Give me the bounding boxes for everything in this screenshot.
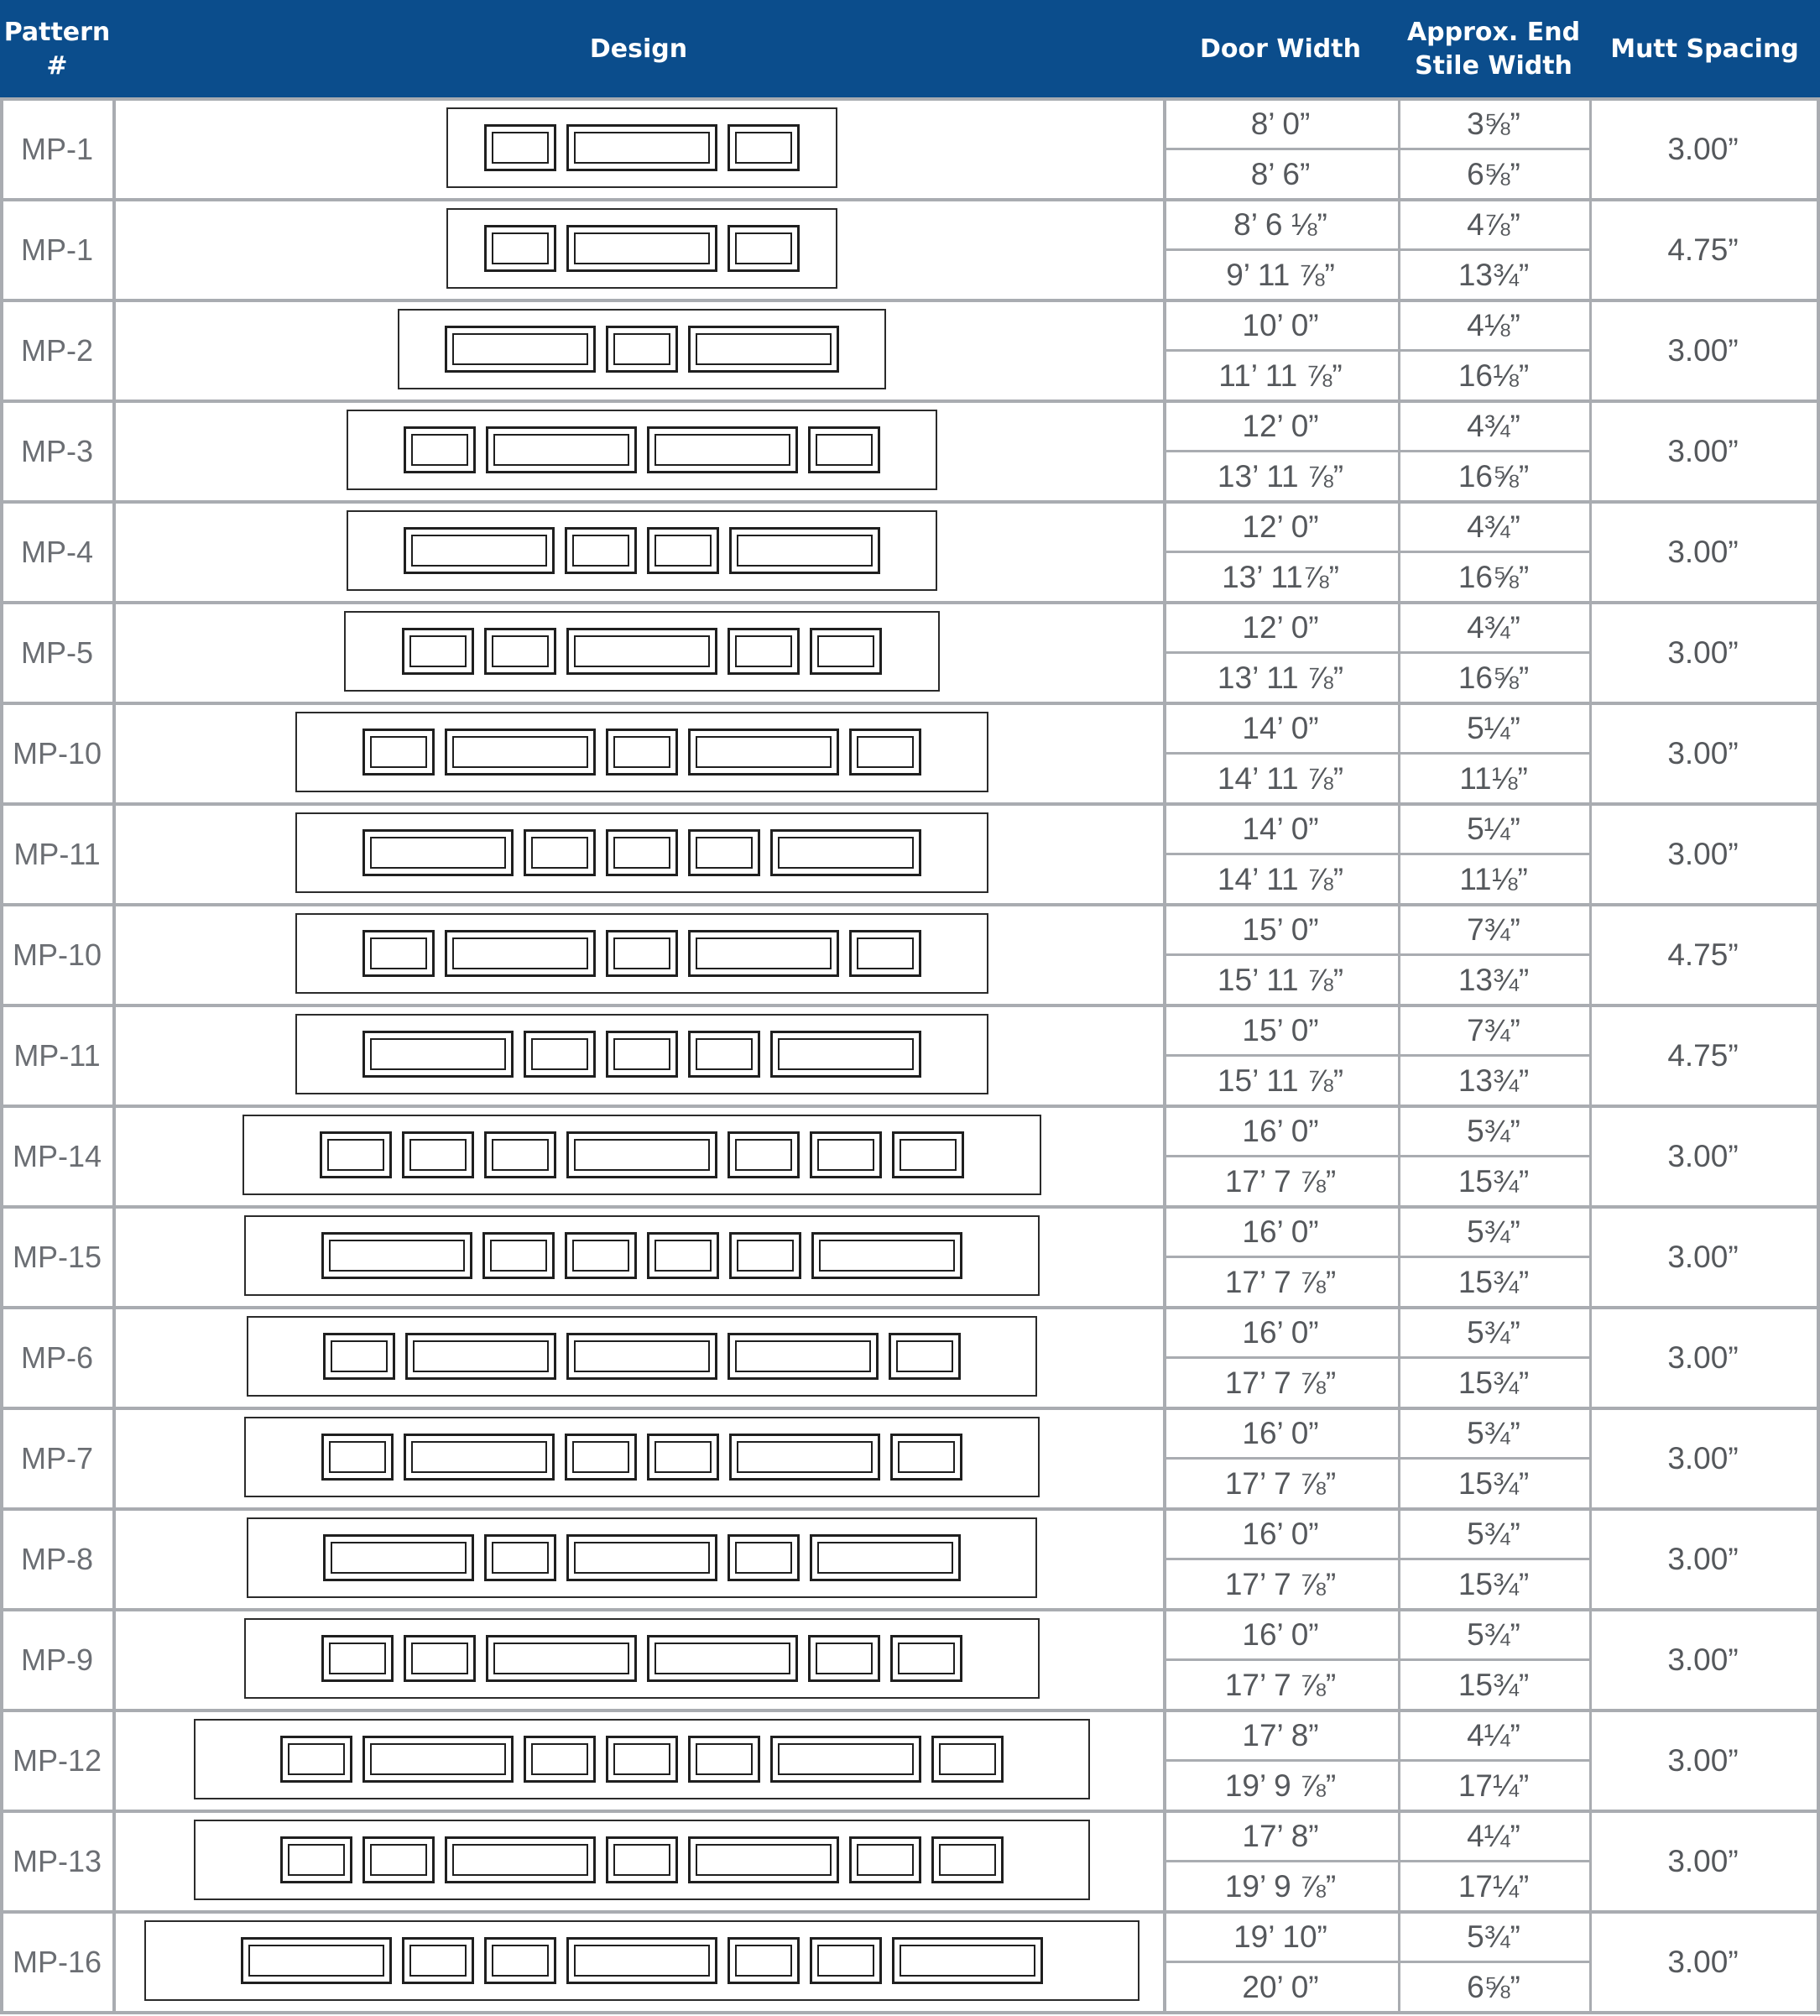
window-long-panel	[688, 930, 839, 977]
window-short-panel	[402, 628, 474, 675]
mutt-spacing-value: 3.00”	[1667, 1945, 1739, 1979]
mutt-spacing-value: 4.75”	[1667, 1038, 1739, 1073]
window-short-panel	[524, 1031, 596, 1078]
window-long-panel	[566, 124, 717, 171]
window-short-panel	[524, 1736, 596, 1783]
pattern-number: MP-1	[20, 132, 93, 166]
window-long-panel	[647, 1635, 798, 1682]
stile-width-value: 4⅛”	[1467, 308, 1520, 342]
door-width-value: 17’ 7 ⅞”	[1224, 1366, 1337, 1400]
window-long-panel	[727, 1333, 879, 1380]
door-width-value: 12’ 0”	[1242, 409, 1319, 443]
header-stile-width	[1398, 0, 1589, 99]
door-width-value: 17’ 7 ⅞”	[1224, 1164, 1337, 1199]
door-width-value: 8’ 0”	[1250, 107, 1311, 141]
stile-width-value: 7¾”	[1467, 912, 1520, 947]
window-short-panel	[808, 426, 880, 473]
stile-width-value: 15¾”	[1458, 1164, 1530, 1199]
pattern-number: MP-1	[20, 232, 93, 267]
door-width-value: 17’ 8”	[1242, 1819, 1319, 1853]
stile-width-value: 5¾”	[1467, 1214, 1520, 1249]
window-long-panel	[770, 1736, 921, 1783]
window-short-panel	[810, 628, 882, 675]
window-short-panel	[849, 1836, 921, 1883]
window-long-panel	[362, 1031, 514, 1078]
window-long-panel	[566, 1534, 717, 1581]
door-width-value: 19’ 9 ⅞”	[1224, 1869, 1337, 1904]
door-design	[242, 1115, 1041, 1195]
window-short-panel	[565, 1232, 637, 1279]
stile-width-value: 13¾”	[1458, 258, 1530, 292]
pattern-number: MP-15	[12, 1240, 102, 1274]
door-width-value: 13’ 11 ⅞”	[1217, 459, 1344, 494]
window-long-panel	[241, 1937, 392, 1984]
door-width-value: 14’ 11 ⅞”	[1217, 862, 1344, 896]
stile-width-value: 15¾”	[1458, 1668, 1530, 1702]
header-design: Design	[589, 34, 688, 64]
window-short-panel	[727, 1937, 800, 1984]
door-design	[244, 1417, 1040, 1497]
door-width-value: 15’ 0”	[1242, 1013, 1319, 1047]
stile-width-value: 11⅛”	[1459, 761, 1528, 796]
window-long-panel	[647, 426, 798, 473]
window-short-panel	[320, 1131, 392, 1178]
stile-width-value: 3⅝”	[1467, 107, 1520, 141]
stile-width-value: 6⅝”	[1467, 157, 1520, 191]
stile-width-value: 16⅝”	[1458, 459, 1530, 494]
stile-width-value: 15¾”	[1458, 1366, 1530, 1400]
window-short-panel	[362, 1836, 435, 1883]
window-short-panel	[931, 1836, 1004, 1883]
stile-width-value: 4⅞”	[1467, 207, 1520, 242]
stile-width-value: 15¾”	[1458, 1265, 1530, 1299]
door-width-value: 16’ 0”	[1242, 1315, 1319, 1350]
mutt-spacing-value: 3.00”	[1667, 736, 1739, 770]
pattern-number: MP-13	[12, 1844, 102, 1878]
window-short-panel	[810, 1937, 882, 1984]
door-width-value: 19’ 10”	[1233, 1919, 1327, 1954]
mutt-spacing-value: 3.00”	[1667, 1139, 1739, 1173]
mutt-spacing-value: 3.00”	[1667, 1743, 1739, 1778]
stile-width-value: 11⅛”	[1459, 862, 1528, 896]
door-width-value: 13’ 11 ⅞”	[1217, 661, 1344, 695]
stile-width-value: 5¼”	[1467, 812, 1520, 846]
stile-width-value: 13¾”	[1458, 1063, 1530, 1098]
door-width-value: 17’ 7 ⅞”	[1224, 1567, 1337, 1601]
window-long-panel	[321, 1232, 472, 1279]
mutt-spacing-value: 3.00”	[1667, 1542, 1739, 1576]
mutt-spacing-value: 3.00”	[1667, 1441, 1739, 1475]
mutt-spacing-value: 3.00”	[1667, 434, 1739, 468]
window-short-panel	[890, 1635, 962, 1682]
window-short-panel	[889, 1333, 961, 1380]
window-short-panel	[402, 1937, 474, 1984]
grid-vline	[1817, 99, 1820, 2013]
stile-width-value: 4¼”	[1467, 1718, 1520, 1752]
window-short-panel	[606, 930, 678, 977]
door-design	[347, 410, 937, 490]
window-short-panel	[890, 1434, 962, 1481]
window-short-panel	[849, 729, 921, 776]
window-long-panel	[770, 829, 921, 876]
header-door-width: Door Width	[1200, 34, 1361, 64]
door-width-value: 14’ 11 ⅞”	[1217, 761, 1344, 796]
header-stile-line2: Stile Width	[1415, 51, 1572, 81]
window-short-panel	[727, 225, 800, 272]
window-long-panel	[445, 930, 596, 977]
mutt-spacing-value: 3.00”	[1667, 333, 1739, 368]
window-short-panel	[280, 1836, 352, 1883]
stile-width-value: 5¾”	[1467, 1617, 1520, 1652]
pattern-number: MP-16	[12, 1945, 102, 1979]
pattern-number: MP-9	[20, 1643, 93, 1677]
window-short-panel	[727, 628, 800, 675]
door-width-value: 10’ 0”	[1242, 308, 1319, 342]
window-short-panel	[647, 527, 719, 574]
door-design	[244, 1618, 1040, 1699]
mutt-spacing-value: 3.00”	[1667, 635, 1739, 670]
door-width-value: 15’ 0”	[1242, 912, 1319, 947]
window-short-panel	[484, 124, 556, 171]
stile-width-value: 13¾”	[1458, 963, 1530, 997]
window-short-panel	[606, 1031, 678, 1078]
stile-width-value: 4¾”	[1467, 409, 1520, 443]
door-design	[295, 913, 988, 994]
window-short-panel	[729, 1232, 801, 1279]
window-short-panel	[849, 930, 921, 977]
pattern-number: MP-3	[20, 434, 93, 468]
window-long-panel	[445, 729, 596, 776]
stile-width-value: 4¾”	[1467, 509, 1520, 544]
window-short-panel	[647, 1232, 719, 1279]
window-short-panel	[606, 1836, 678, 1883]
window-short-panel	[892, 1131, 964, 1178]
window-long-panel	[362, 1736, 514, 1783]
stile-width-value: 4¾”	[1467, 610, 1520, 645]
door-width-value: 15’ 11 ⅞”	[1217, 1063, 1344, 1098]
window-short-panel	[606, 1736, 678, 1783]
door-width-value: 17’ 8”	[1242, 1718, 1319, 1752]
window-long-panel	[486, 1635, 637, 1682]
door-design	[446, 208, 837, 289]
window-long-panel	[405, 1333, 556, 1380]
door-width-value: 8’ 6”	[1250, 157, 1311, 191]
window-short-panel	[688, 1031, 760, 1078]
door-design	[244, 1215, 1040, 1296]
mutt-spacing-value: 3.00”	[1667, 535, 1739, 569]
door-design	[398, 309, 886, 389]
door-width-value: 16’ 0”	[1242, 1617, 1319, 1652]
door-width-value: 13’ 11⅞”	[1222, 560, 1339, 594]
door-width-value: 19’ 9 ⅞”	[1224, 1768, 1337, 1803]
door-width-value: 16’ 0”	[1242, 1416, 1319, 1450]
stile-width-value: 5¾”	[1467, 1517, 1520, 1551]
window-short-panel	[321, 1635, 394, 1682]
pattern-number: MP-11	[13, 1038, 101, 1073]
window-long-panel	[688, 729, 839, 776]
window-short-panel	[362, 729, 435, 776]
door-design	[247, 1316, 1037, 1397]
door-design	[144, 1920, 1139, 2001]
window-short-panel	[931, 1736, 1004, 1783]
mutt-spacing-value: 3.00”	[1667, 1844, 1739, 1878]
door-design	[347, 510, 937, 591]
mutt-spacing-value: 3.00”	[1667, 1240, 1739, 1274]
mutt-spacing-value: 4.75”	[1667, 232, 1739, 267]
window-short-panel	[321, 1434, 394, 1481]
stile-width-value: 7¾”	[1467, 1013, 1520, 1047]
window-long-panel	[566, 1131, 717, 1178]
window-short-panel	[404, 426, 476, 473]
door-design	[295, 812, 988, 893]
door-width-value: 17’ 7 ⅞”	[1224, 1265, 1337, 1299]
stile-width-value: 16⅝”	[1458, 560, 1530, 594]
header-pattern	[0, 0, 114, 99]
window-long-panel	[323, 1534, 474, 1581]
window-long-panel	[566, 1333, 717, 1380]
window-long-panel	[811, 1232, 962, 1279]
window-short-panel	[565, 1434, 637, 1481]
door-width-value: 16’ 0”	[1242, 1214, 1319, 1249]
stile-width-value: 16⅝”	[1458, 661, 1530, 695]
door-width-value: 9’ 11 ⅞”	[1226, 258, 1335, 292]
door-width-value: 15’ 11 ⅞”	[1217, 963, 1344, 997]
window-short-panel	[727, 124, 800, 171]
window-long-panel	[486, 426, 637, 473]
stile-width-value: 5¾”	[1467, 1416, 1520, 1450]
door-design	[247, 1517, 1037, 1598]
stile-width-value: 5¾”	[1467, 1114, 1520, 1148]
pattern-number: MP-10	[12, 736, 102, 770]
door-width-value: 14’ 0”	[1242, 812, 1319, 846]
door-width-value: 16’ 0”	[1242, 1517, 1319, 1551]
stile-width-value: 15¾”	[1458, 1567, 1530, 1601]
door-design	[344, 611, 940, 692]
door-width-value: 17’ 7 ⅞”	[1224, 1466, 1337, 1501]
door-width-value: 11’ 11 ⅞”	[1218, 358, 1343, 393]
stile-width-value: 17¼”	[1458, 1768, 1530, 1803]
header-pattern-symbol: #	[46, 51, 68, 81]
pattern-number: MP-4	[20, 535, 93, 569]
pattern-number: MP-7	[20, 1441, 93, 1475]
window-short-panel	[565, 527, 637, 574]
mutt-spacing-value: 3.00”	[1667, 837, 1739, 871]
window-short-panel	[606, 326, 678, 373]
window-short-panel	[810, 1131, 882, 1178]
window-short-panel	[402, 1131, 474, 1178]
window-short-panel	[484, 1937, 556, 1984]
window-short-panel	[362, 930, 435, 977]
window-short-panel	[482, 1232, 555, 1279]
pattern-number: MP-6	[20, 1340, 93, 1375]
door-design	[194, 1719, 1090, 1799]
pattern-number: MP-11	[13, 837, 101, 871]
door-width-value: 17’ 7 ⅞”	[1224, 1668, 1337, 1702]
window-short-panel	[404, 1635, 476, 1682]
stile-width-value: 5¾”	[1467, 1315, 1520, 1350]
window-long-panel	[362, 829, 514, 876]
window-long-panel	[404, 527, 555, 574]
window-short-panel	[484, 225, 556, 272]
window-short-panel	[484, 1534, 556, 1581]
window-long-panel	[445, 1836, 596, 1883]
pattern-number: MP-10	[12, 937, 102, 972]
door-width-value: 8’ 6 ⅛”	[1233, 207, 1327, 242]
window-long-panel	[566, 1937, 717, 1984]
stile-width-value: 5¾”	[1467, 1919, 1520, 1954]
door-design	[446, 107, 837, 188]
door-width-value: 14’ 0”	[1242, 711, 1319, 745]
window-short-panel	[808, 1635, 880, 1682]
window-short-panel	[323, 1333, 395, 1380]
pattern-number: MP-12	[12, 1743, 102, 1778]
window-long-panel	[892, 1937, 1043, 1984]
window-long-panel	[445, 326, 596, 373]
door-width-value: 20’ 0”	[1242, 1970, 1319, 2004]
door-width-value: 16’ 0”	[1242, 1114, 1319, 1148]
window-long-panel	[404, 1434, 555, 1481]
header-pattern-label: Pattern	[3, 18, 111, 47]
window-long-panel	[770, 1031, 921, 1078]
mutt-spacing-value: 3.00”	[1667, 132, 1739, 166]
header-stile-line1: Approx. End	[1406, 18, 1581, 47]
pattern-number: MP-2	[20, 333, 93, 368]
stile-width-value: 5¼”	[1467, 711, 1520, 745]
header-mutt-spacing: Mutt Spacing	[1610, 34, 1799, 64]
window-short-panel	[688, 829, 760, 876]
stile-width-value: 16⅛”	[1458, 358, 1530, 393]
window-short-panel	[688, 1736, 760, 1783]
door-design	[295, 712, 988, 792]
pattern-number: MP-14	[12, 1139, 102, 1173]
window-short-panel	[606, 829, 678, 876]
table-header	[0, 0, 1820, 99]
window-short-panel	[524, 829, 596, 876]
pattern-number: MP-8	[20, 1542, 93, 1576]
window-long-panel	[729, 1434, 880, 1481]
door-width-value: 12’ 0”	[1242, 509, 1319, 544]
window-long-panel	[566, 628, 717, 675]
window-short-panel	[484, 1131, 556, 1178]
door-width-value: 12’ 0”	[1242, 610, 1319, 645]
door-design	[295, 1014, 988, 1094]
window-long-panel	[566, 225, 717, 272]
door-design	[194, 1820, 1090, 1900]
pattern-number: MP-5	[20, 635, 93, 670]
window-short-panel	[484, 628, 556, 675]
window-short-panel	[727, 1534, 800, 1581]
window-long-panel	[729, 527, 880, 574]
window-long-panel	[688, 326, 839, 373]
window-short-panel	[280, 1736, 352, 1783]
window-short-panel	[727, 1131, 800, 1178]
window-long-panel	[688, 1836, 839, 1883]
mutt-spacing-value: 3.00”	[1667, 1340, 1739, 1375]
stile-width-value: 4¼”	[1467, 1819, 1520, 1853]
mutt-spacing-value: 4.75”	[1667, 937, 1739, 972]
mutt-spacing-value: 3.00”	[1667, 1643, 1739, 1677]
stile-width-value: 15¾”	[1458, 1466, 1530, 1501]
window-short-panel	[606, 729, 678, 776]
window-short-panel	[647, 1434, 719, 1481]
stile-width-value: 17¼”	[1458, 1869, 1530, 1904]
window-long-panel	[810, 1534, 961, 1581]
stile-width-value: 6⅝”	[1467, 1970, 1520, 2004]
